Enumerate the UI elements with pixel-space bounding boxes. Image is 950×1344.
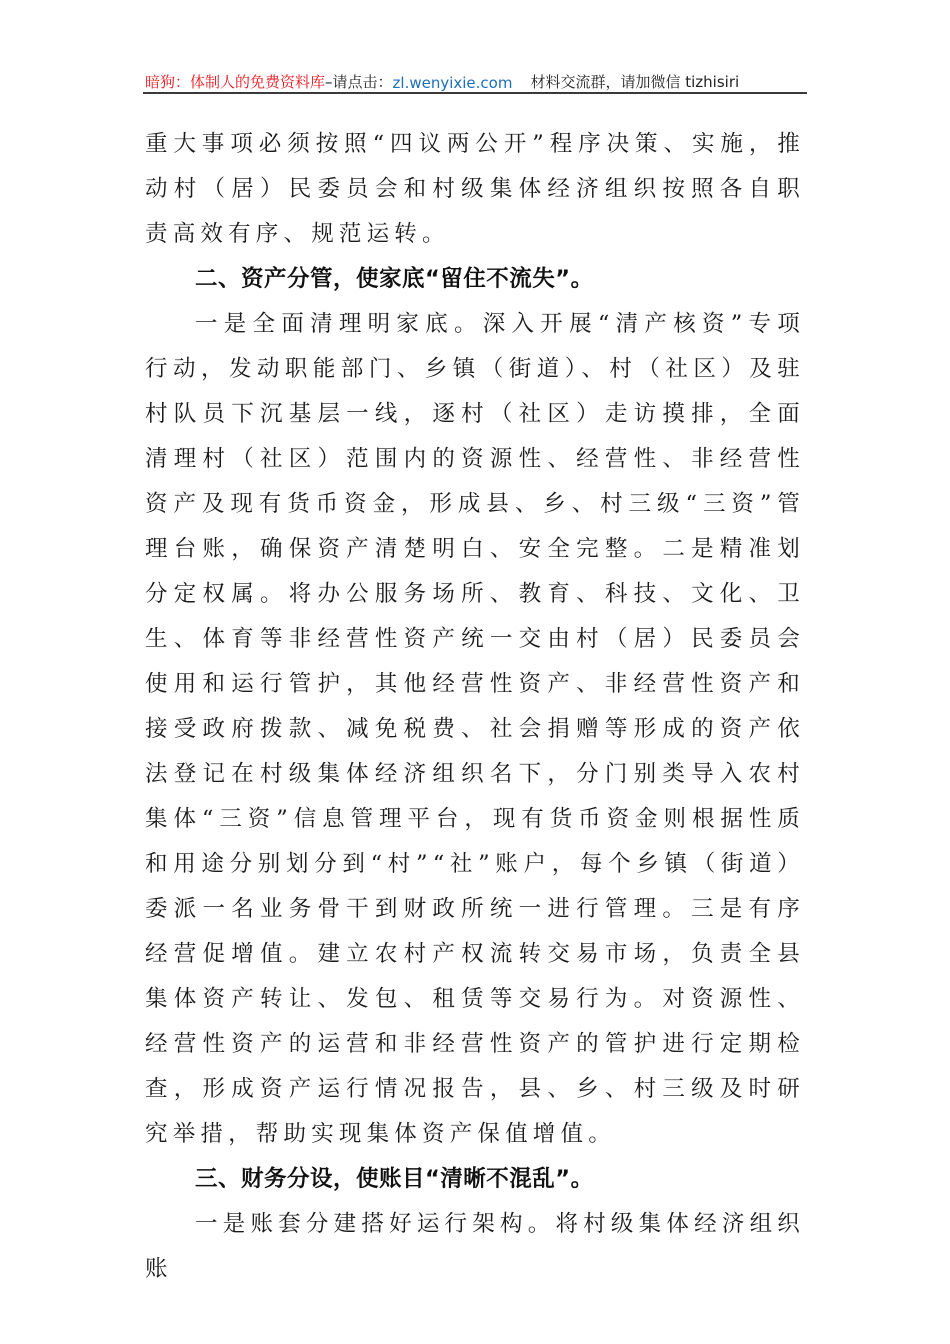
header-contact: 材料交流群，请加微信 tizhisiri — [530, 73, 740, 91]
header-link[interactable]: zl.wenyixie.com — [392, 74, 513, 92]
header-divider — [143, 92, 807, 94]
header-prompt: –请点击： — [325, 73, 393, 91]
page-header — [145, 66, 805, 92]
header-site-name: 暗狗：体制人的免费资料库 — [145, 73, 326, 91]
paragraph-assets: 一是全面清理明家底。深入开展“清产核资”专项行动，发动职能部门、乡镇（街道）、村（社区）及驻村队员下沉基层一线，逐村（社区）走访摸排，全面清理村（社区）范围内的资源性、经营性、非经营性资产及现有货币资金，形成县、乡、村三级“三资”管理台账，确保资产清楚明白、安全完整。二是精准划分定权属。将办公服务场所、教育、科技、文化、卫生、体育等非经营性资产统一交由村（居）民委员会使用和运行管护，其他经营性资产、非经营性资产和接受政府拨款、减免税费、社会捐赠等形成的资产依法登记在村级集体经济组织名下，分门别类导入农村集体“三资”信息管理平台，现有货币资金则根据性质和用途分别划分到“村”“社”账户，每个乡镇（街道）委派一名业务骨干到财政所统一进行管理。三是有序经营促增值。建立农村产权流转交易市场，负责全县集体资产转让、发包、租赁等交易行为。对资源性、经营性资产的运营和非经营性资产的管护进行定期检查，形成资产运行情况报告，县、乡、村三级及时研究举措，帮助实现集体资产保值增值。 — [145, 311, 805, 1147]
section-heading-2: 二、资产分管，使家底“留住不流失”。 — [195, 266, 594, 292]
paragraph-continuation: 重大事项必须按照“四议两公开”程序决策、实施，推动村（居）民委员会和村级集体经济组织按照各自职责高效有序、规范运转。 — [145, 131, 805, 247]
section-heading-3: 三、财务分设，使账目“清晰不混乱”。 — [195, 1166, 594, 1192]
document-body — [145, 122, 805, 1292]
paragraph-finance: 一是账套分建搭好运行架构。将村级集体经济组织账 — [145, 1211, 805, 1282]
